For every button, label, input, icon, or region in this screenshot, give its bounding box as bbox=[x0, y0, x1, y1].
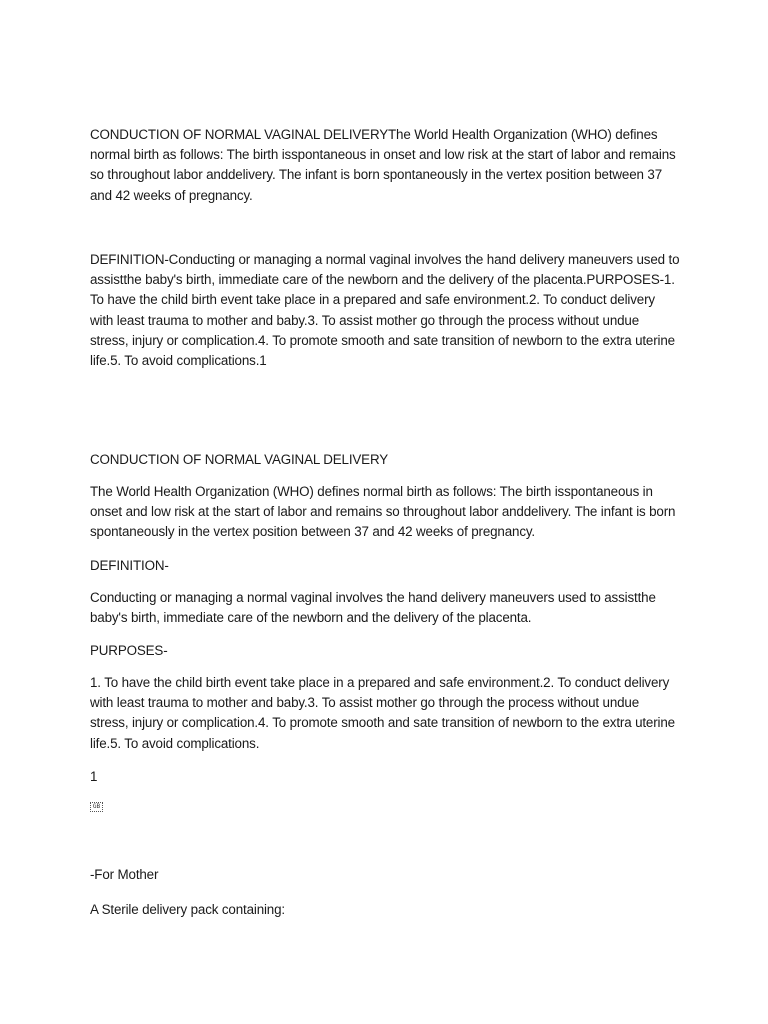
footnote-number: 1 bbox=[90, 769, 98, 784]
missing-image-placeholder-icon: GB bbox=[90, 802, 103, 812]
purposes-list: 1. To have the child birth event take place in a prepared and safe environment.2. To conduct delivery with least trauma to mother and baby.3. To assist mother go through the process without undue stress, injury or complication.4. To promote smooth and sate transition of newborn to the extra uterine life.5. To avoid complications. bbox=[90, 675, 675, 751]
sterile-pack-text: A Sterile delivery pack containing: bbox=[90, 902, 285, 917]
definition-label: DEFINITION- bbox=[90, 558, 169, 573]
definition-text: Conducting or managing a normal vaginal involves the hand delivery maneuvers used to assistthe baby's birth, immediate care of the newborn and the delivery of the placenta. bbox=[90, 590, 656, 626]
for-mother-label: -For Mother bbox=[90, 867, 159, 882]
definition-purposes-paragraph: DEFINITION-Conducting or managing a normal vaginal involves the hand delivery maneuvers used to assistthe baby's birth, immediate care of the newborn and the delivery of the placenta.PURPOSES-1. To have the child birth event take place in a prepared and safe environment.2. To conduct delivery with least trauma to mother and baby.3. To assist mother go through the process without undue stress, injury or complication.4. To promote smooth and sate transition of newborn to the extra uterine life.5. To avoid complications.1 bbox=[90, 252, 680, 369]
section-heading: CONDUCTION OF NORMAL VAGINAL DELIVERY bbox=[90, 452, 389, 467]
purposes-label: PURPOSES- bbox=[90, 643, 168, 658]
intro-paragraph: CONDUCTION OF NORMAL VAGINAL DELIVERYThe World Health Organization (WHO) defines normal birth as follows: The birth isspontaneous in onset and low risk at the start of labor and remains so throughout labor anddelivery. The infant is born spontaneously in the vertex position between 37 and 42 weeks of pregnancy. bbox=[90, 127, 676, 203]
who-definition-paragraph: The World Health Organization (WHO) defines normal birth as follows: The birth isspontaneous in onset and low risk at the start of labor and remains so throughout labor anddelivery. The infant is born spontaneously in the vertex position between 37 and 42 weeks of pregnancy. bbox=[90, 484, 676, 540]
document-page bbox=[90, 0, 680, 1024]
